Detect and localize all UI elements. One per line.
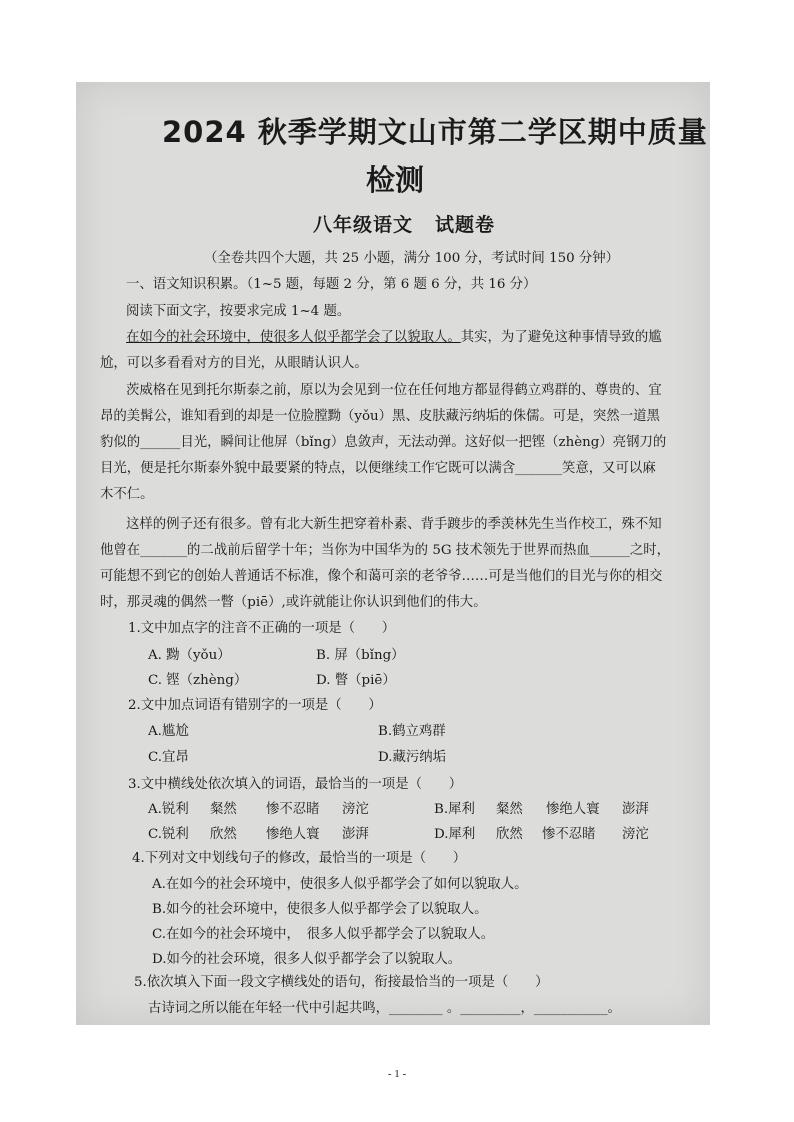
q1-option-c: C. 铿（zhèng） [148,673,248,688]
para2-line: 昂的美髯公，谁知看到的却是一位脸膛黝（yǒu）黑、皮肤藏污纳垢的侏儒。可是，突然一道黑 [100,409,660,424]
q2-option-b: B.鹤立鸡群 [378,724,446,739]
q3-option-a-3: 惨不忍睹 [266,802,320,817]
q3-option-c-3: 惨绝人寰 [266,827,320,842]
q3-option-d-3: 惨不忍睹 [542,827,596,842]
para2-line: 木不仁。 [100,487,154,502]
para3-line: 这样的例子还有很多。曾有北大新生把穿着朴素、背手踱步的季羡林先生当作校工，殊不知 [126,517,662,532]
q3-option-c-4: 澎湃 [342,827,369,842]
para1-line1 [126,329,662,347]
underlined-sentence: 在如今的社会环境中，使很多人似乎都学会了以貌取人。 [126,330,461,345]
q4-option-b: B.如今的社会环境中，使很多人似乎都学会了以貌取人。 [152,902,488,917]
q3-option-d-1: D.犀利 [434,827,476,842]
para3-line: 时，那灵魂的偶然一瞥（piē）,或许就能让你认识到他们的伟大。 [100,595,487,610]
q3-option-a-2: 粲然 [210,802,237,817]
para3-line: 他曾在_______的二战前后留学十年；当你为中国华为的 5G 技术领先于世界而热血______之时， [100,543,671,558]
q1-option-a: A. 黝（yǒu） [148,648,231,663]
q3-option-b-2: 粲然 [496,802,523,817]
q1-stem: 1.文中加点字的注音不正确的一项是（ ） [128,621,396,636]
q1-option-d: D. 瞥（piē） [316,673,396,688]
q3-option-a-4: 滂沱 [342,802,369,817]
q2-stem: 2.文中加点词语有错别字的一项是（ ） [128,698,382,713]
q3-option-d-4: 滂沱 [622,827,649,842]
q3-option-b-1: B.犀利 [434,802,475,817]
para1-rest: 其实，为了避免这种事情导致的尴 [460,330,662,345]
section1-heading: 一、语文知识积累。（1~5 题，每题 2 分，第 6 题 6 分，共 16 分） [126,277,537,292]
para2-line: 茨威格在见到托尔斯泰之前，原以为会见到一位在任何地方都显得鹤立鸡群的、尊贵的、宜 [126,383,662,398]
q2-option-a: A.尴尬 [148,724,189,739]
q3-option-c-1: C.锐利 [148,827,189,842]
q5-fill-line: 古诗词之所以能在年轻一代中引起共鸣，________ 。_________，___________。 [148,1001,621,1016]
q5-stem: 5.依次填入下面一段文字横线处的语句，衔接最恰当的一项是（ ） [134,975,549,990]
para3-line: 可能想不到它的创始人普通话不标准，像个和蔼可亲的老爷爷……可是当他们的目光与你的相交 [100,569,663,584]
page-number: - 1 - [387,1068,407,1080]
q3-stem: 3.文中横线处依次填入的词语，最恰当的一项是（ ） [128,777,463,792]
exam-info: （全卷共四个大题，共 25 小题，满分 100 分，考试时间 150 分钟） [204,251,620,266]
q4-option-a: A.在如今的社会环境中，使很多人似乎都学会了如何以貌取人。 [152,877,528,892]
scanned-exam-page [76,82,710,1025]
para2-line: 目光，便是托尔斯泰外貌中最要紧的特点，以便继续工作它既可以满含_______笑意，又可以麻 [100,461,656,476]
para1-line2: 尬，可以多看看对方的目光，从眼睛认识人。 [100,356,368,371]
q3-option-a-1: A.锐利 [148,802,189,817]
q3-option-b-3: 惨绝人寰 [546,802,600,817]
q4-option-d: D.如今的社会环境，很多人似乎都学会了以貌取人。 [152,952,462,967]
q2-option-d: D.藏污纳垢 [378,750,447,765]
q3-option-b-4: 澎湃 [622,802,649,817]
exam-title-line1: 2024 秋季学期文山市第二学区期中质量 [162,115,708,149]
q4-stem: 4.下列对文中划线句子的修改，最恰当的一项是（ ） [132,851,467,866]
q3-option-c-2: 欣然 [210,827,237,842]
exam-subtitle [313,210,495,237]
exam-title-line2: 检测 [366,163,425,197]
para2-line: 豹似的______目光，瞬间让他屏（bǐng）息敛声，无法动弹。这好似一把铿（zhèng）亮钢刀的 [100,435,667,450]
q1-option-b: B. 屏（bǐng） [316,648,405,663]
q2-option-c: C.宜昂 [148,750,189,765]
subtitle-grade: 八年级语文 [313,214,414,236]
q4-option-c: C.在如今的社会环境中， 很多人似乎都学会了以貌取人。 [152,927,495,942]
reading-instruction: 阅读下面文字，按要求完成 1~4 题。 [126,304,351,319]
q3-option-d-2: 欣然 [496,827,523,842]
subtitle-type: 试题卷 [435,214,496,236]
